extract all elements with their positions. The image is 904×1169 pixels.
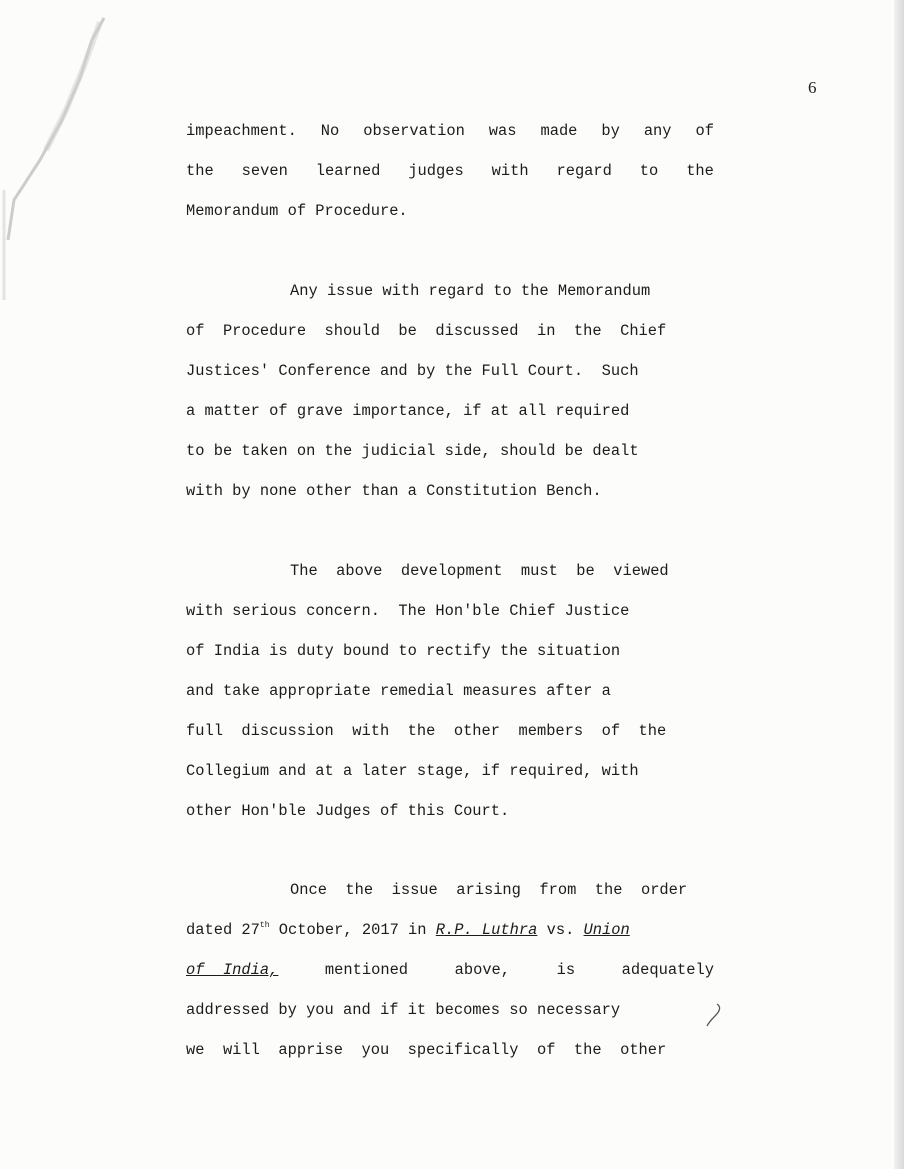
paragraph-line-case-citation xyxy=(186,920,714,940)
paragraph-line: a matter of grave importance, if at all required xyxy=(186,402,630,420)
word: of xyxy=(695,122,714,140)
word: to xyxy=(639,162,659,180)
case-name-respondent: Union xyxy=(583,921,630,939)
paragraph-line: Once the issue arising from the order xyxy=(290,881,688,899)
word: seven xyxy=(241,162,288,180)
case-name-petitioner: R.P. Luthra xyxy=(435,921,538,939)
word: impeachment. xyxy=(186,122,297,140)
paragraph-line: we will apprise you specifically of the other xyxy=(186,1041,667,1059)
paragraph-line: Justices' Conference and by the Full Court. Such xyxy=(186,362,639,380)
paragraph-line: of India, mentioned above, is adequately xyxy=(186,961,714,979)
word: was xyxy=(488,122,517,140)
ordinal-suffix: th xyxy=(259,921,270,930)
word: judges xyxy=(408,162,464,180)
paragraph-line: of India is duty bound to rectify the situation xyxy=(186,642,621,660)
date-text: dated 27 xyxy=(186,921,260,939)
word: observation xyxy=(363,122,465,140)
paragraph-line xyxy=(186,121,714,141)
word: by xyxy=(601,122,620,140)
paragraph-line: with by none other than a Constitution Bench. xyxy=(186,482,602,500)
paragraph-line: and take appropriate remedial measures after a xyxy=(186,682,611,700)
paragraph-line: Memorandum of Procedure. xyxy=(186,202,408,220)
paragraph-line: The above development must be viewed xyxy=(290,562,669,580)
paragraph-line: full discussion with the other members of the xyxy=(186,722,667,740)
versus-text: vs. xyxy=(537,921,584,939)
paragraph-line: Collegium and at a later stage, if required, with xyxy=(186,762,639,780)
case-name-respondent-cont: of India, xyxy=(186,961,279,979)
handwritten-mark xyxy=(703,1002,727,1028)
paragraph-line: to be taken on the judicial side, should be dealt xyxy=(186,442,639,460)
paragraph-line: of Procedure should be discussed in the Chief xyxy=(186,322,667,340)
page-number: 6 xyxy=(808,78,817,97)
scan-fold-mark xyxy=(0,0,120,300)
word: No xyxy=(320,122,340,140)
paragraph-line: addressed by you and if it becomes so necessary xyxy=(186,1001,621,1019)
word: the xyxy=(686,162,714,180)
word: learned xyxy=(315,162,381,180)
paragraph-line: with serious concern. The Hon'ble Chief Justice xyxy=(186,602,630,620)
word: made xyxy=(540,122,578,140)
paragraph-line xyxy=(186,161,714,181)
word: with xyxy=(491,162,529,180)
paragraph-line: other Hon'ble Judges of this Court. xyxy=(186,802,510,820)
date-text-rest: October, 2017 in xyxy=(269,921,436,939)
word: any xyxy=(643,122,672,140)
word: the xyxy=(186,162,214,180)
word: regard xyxy=(556,162,612,180)
paragraph-line: Any issue with regard to the Memorandum xyxy=(290,282,651,300)
scan-edge-shadow xyxy=(894,0,904,1169)
